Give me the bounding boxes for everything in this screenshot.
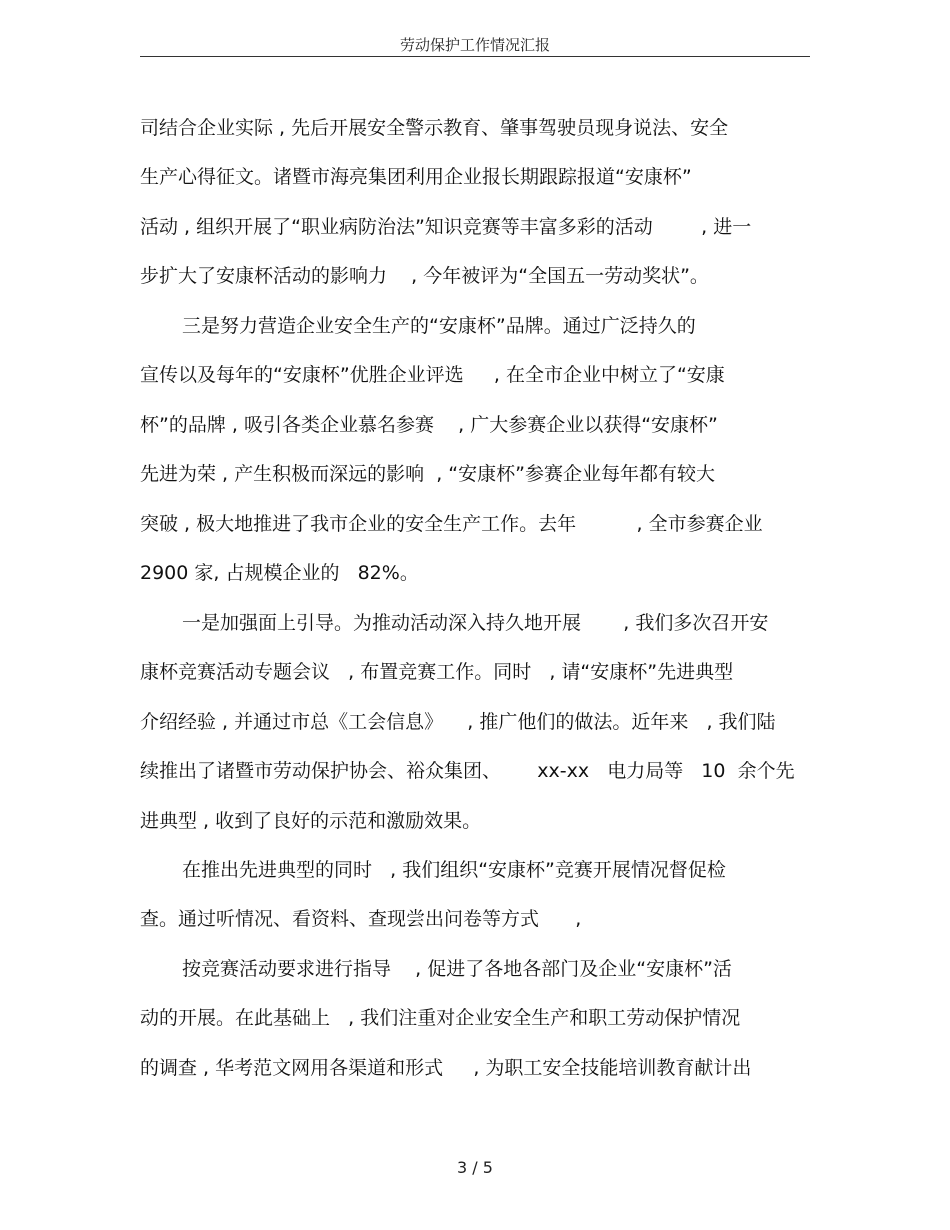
body-line: 续推出了诸暨市劳动保护协会、裕众集团、 xx-xx 电力局等 10 余个先 — [140, 760, 795, 782]
body-line: 动的开展。在此基础上 , 我们注重对企业安全生产和职工劳动保护情况 — [140, 1007, 741, 1029]
body-line: 活动 , 组织开展了“职业病防治法”知识竞赛等丰富多彩的活动 , 进一 — [140, 216, 752, 238]
body-line: 2900 家, 占规模企业的 82%。 — [140, 562, 419, 584]
body-line: 先进为荣 , 产生积极而深远的影响 , “安康杯”参赛企业每年都有较大 — [140, 463, 715, 485]
body-line: 突破 , 极大地推进了我市企业的安全生产工作。去年 , 全市参赛企业 — [140, 513, 763, 535]
body-line: 杯”的品牌 , 吸引各类企业慕名参赛 , 广大参赛企业以获得“安康杯” — [140, 414, 718, 436]
body-line: 生产心得征文。诸暨市海亮集团利用企业报长期跟踪报道“安康杯” — [140, 166, 692, 188]
body-line: 三是努力营造企业安全生产的“安康杯”品牌。通过广泛持久的 — [182, 315, 696, 337]
body-line: 按竞赛活动要求进行指导 , 促进了各地各部门及企业“安康杯”活 — [182, 958, 732, 980]
body-line: 一是加强面上引导。为推动活动深入持久地开展 , 我们多次召开安 — [182, 612, 769, 634]
page-indicator: 3 / 5 — [457, 1158, 493, 1177]
body-line: 在推出先进典型的同时 , 我们组织“安康杯”竞赛开展情况督促检 — [182, 859, 726, 881]
body-line: 进典型 , 收到了良好的示范和激励效果。 — [140, 810, 482, 832]
page-header-title: 劳动保护工作情况汇报 — [399, 36, 550, 54]
body-line: 查。通过听情况、看资料、查现尝出问卷等方式 , — [140, 908, 582, 930]
body-line: 步扩大了安康杯活动的影响力 , 今年被评为“全国五一劳动奖状”。 — [140, 265, 709, 287]
body-line: 康杯竞赛活动专题会议 , 布置竞赛工作。同时 , 请“安康杯”先进典型 — [140, 661, 734, 683]
body-line: 介绍经验 , 并通过市总《工会信息》 , 推广他们的做法。近年来 , 我们陆 — [140, 711, 776, 733]
body-line: 司结合企业实际 , 先后开展安全警示教育、肇事驾驶员现身说法、安全 — [140, 117, 729, 139]
body-line: 的调查 , 华考范文网用各渠道和形式 , 为职工安全技能培训教育献计出 — [140, 1057, 752, 1079]
header-divider — [140, 56, 810, 57]
body-line: 宣传以及每年的“安康杯”优胜企业评选 , 在全市企业中树立了“安康 — [140, 364, 725, 386]
